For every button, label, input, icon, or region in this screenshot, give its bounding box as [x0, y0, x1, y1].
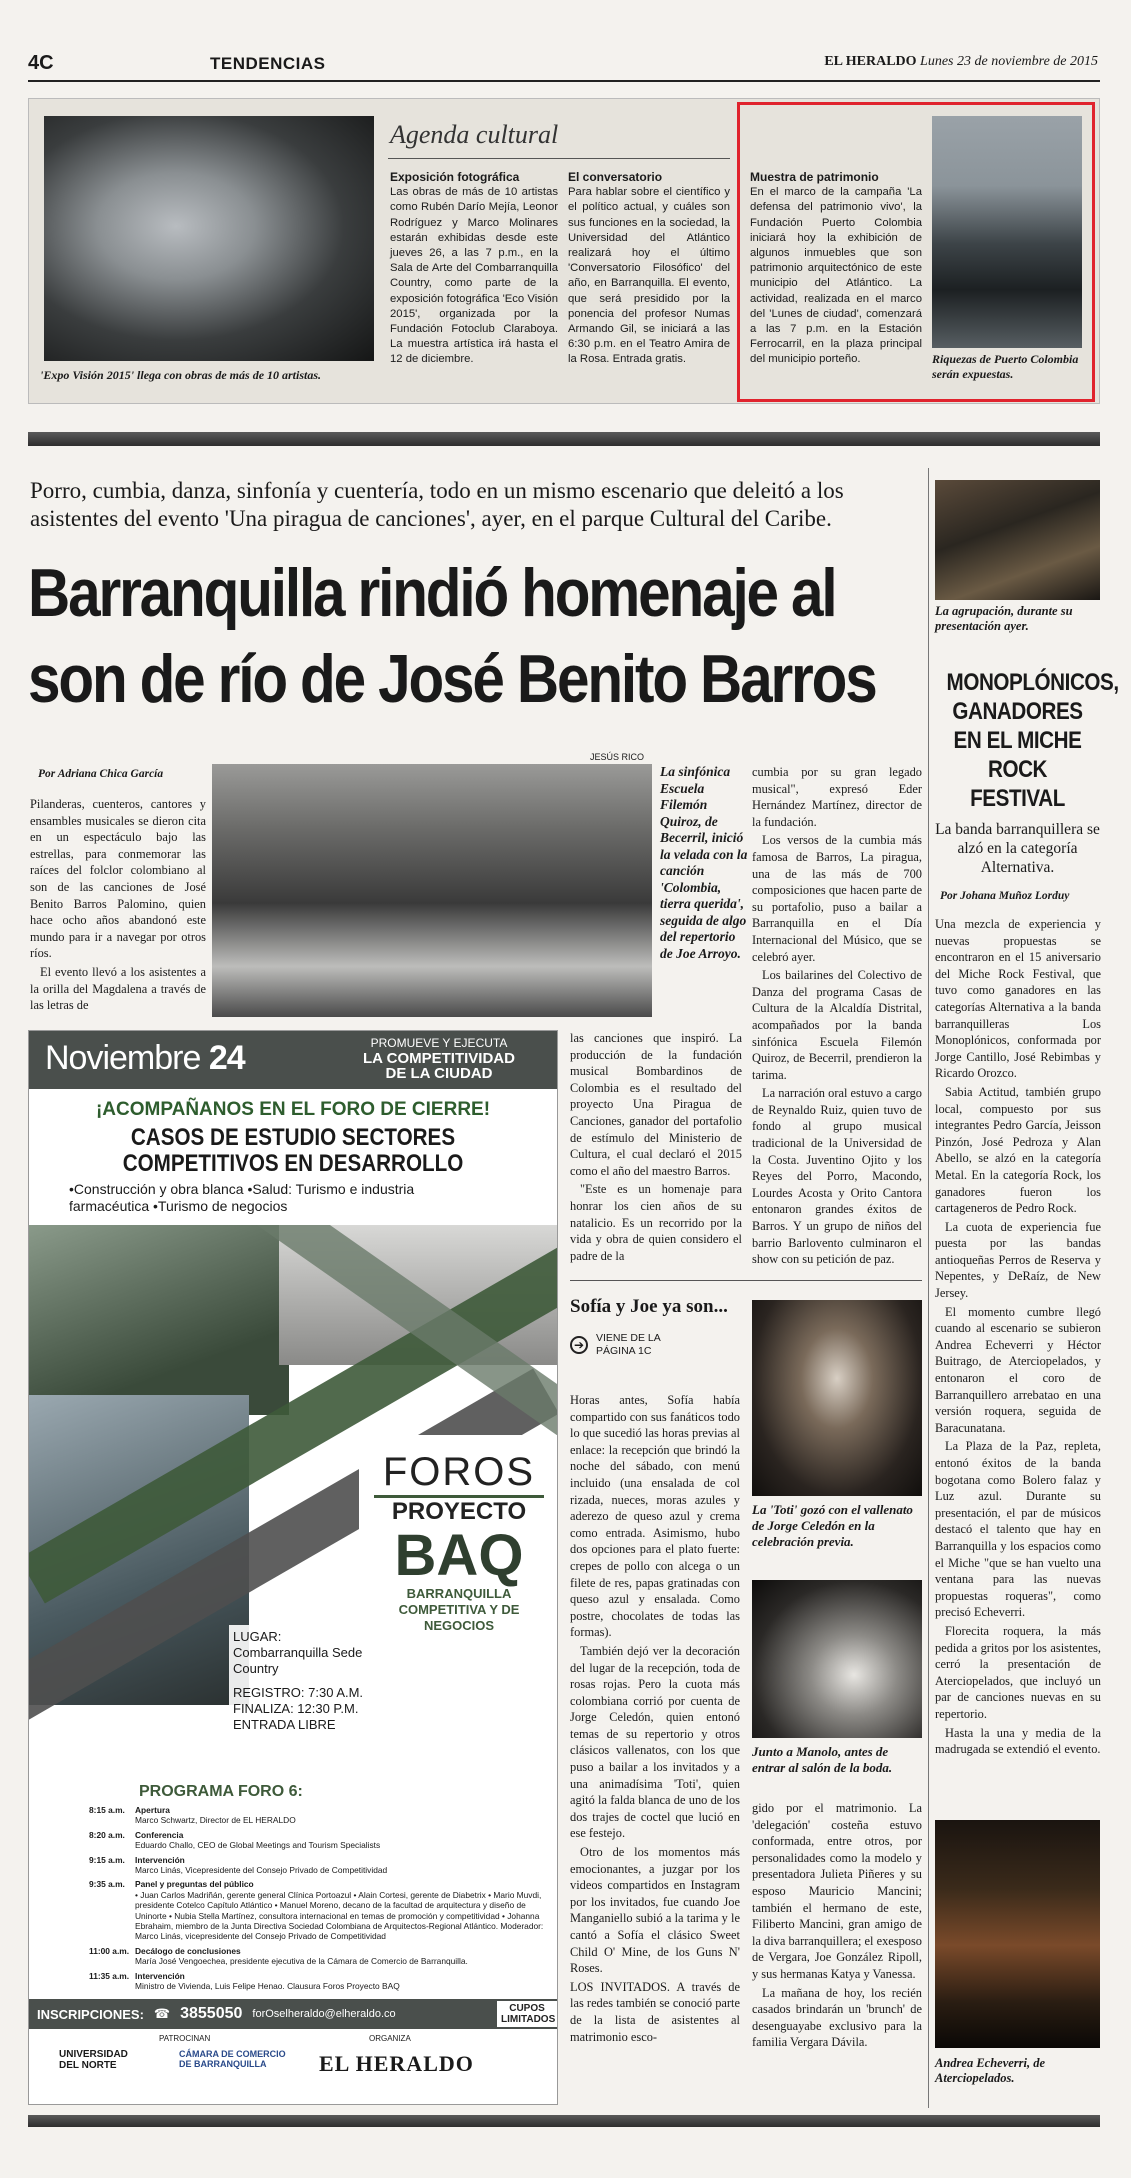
section-name: TENDENCIAS [210, 54, 326, 73]
programa-time: 9:35 a.m. [89, 1879, 125, 1890]
ad-foros-logo [374, 1450, 544, 1634]
programa-desc: Ministro de Vivienda, Luis Felipe Henao. Clausura Foros Proyecto BAQ [135, 1981, 400, 1992]
sofia-jump [570, 1332, 742, 1358]
sofia-photo-2 [752, 1580, 922, 1738]
agenda-col1-text: Las obras de más de 10 artistas como Rubén Darío Mejía, Leonor Rodríguez y Marco Molinares estarán exhibidas desde este jueves 26, a las 7 p.m., en la Sala de Arte del Combarranquilla Country, como parte de la exposición fotográfica 'Eco Visión 2015', organizada por la Fundación Fotoclub Claraboya. La muestra artística irá hasta el 12 de diciembre. [390, 186, 558, 366]
sidebar-p6: Florecita roquera, la más pedida a gritos por los asistentes, cerró la presentación de Aterciopelados, que incluyó un par de canciones nuevas en su repertorio. [935, 1623, 1101, 1721]
main-col4 [752, 764, 922, 1270]
agenda-col2 [568, 170, 730, 368]
sidebar-p2: Sabia Actitud, también grupo local, compuesto por sus integrantes Pedro García, Jeisson Pinzón, José Pedroza y Alan Abello, se alzó en la categoría Metal. En la categoría Rock, los ganadores fueron los cartageneros de Pedro Rock. [935, 1084, 1101, 1216]
sofia-photo-1 [752, 1300, 922, 1496]
section-divider [28, 432, 1100, 446]
ad-baq: BAQ [394, 1523, 524, 1588]
ad-date-word: Noviembre [45, 1039, 201, 1077]
programa-time: 11:35 a.m. [89, 1970, 130, 1981]
main-headline [28, 550, 876, 722]
programa-title: Apertura [135, 1805, 170, 1815]
header-dateline [824, 54, 1098, 70]
agenda-photo [44, 116, 374, 361]
sidebar-p7: Hasta la una y media de la madrugada se extendió el evento. [935, 1725, 1101, 1757]
main-col3-p2: "Este es un homenaje para honrar los cien años de su natalicio. Es un recorrido por la vida y obra de quien considero el padre de la [570, 1182, 742, 1263]
agenda-col3-title: Muestra de patrimonio [750, 170, 879, 184]
sidebar-photo-caption: La agrupación, durante su presentación ayer. [935, 604, 1073, 633]
sidebar-headline: MONOPLÓNICOS, GANADORES EN EL MICHE ROCK FESTIVAL [946, 669, 1119, 812]
ad-entrada: ENTRADA LIBRE [233, 1717, 336, 1732]
agenda-col3-text: En el marco de la campaña 'La defensa del patrimonio vivo', la Fundación Puerto Colombia iniciará hoy la exhibición de algunos inmuebles que son patrimonio arquitectónico de este municipio del Atlántico. La actividad, realizada en el marco del 'Lunes de ciudad', comenzará a las 7 p.m. en la Estación Ferrocarril, en la plaza principal del municipio porteño. [750, 186, 922, 366]
sofia-p3: Otro de los momentos más emocionantes, a juzgar por los videos compartidos en Instagram por los invitados, fue cuando Joe Manganiello subió a la tarima y le cantó a Sofía el clásico Sweet Child O' Mine, de los Guns N' Roses. [570, 1845, 740, 1976]
programa-desc: • Juan Carlos Madriñán, gerente general Clínica Portoazul • Alain Cortesi, gerente de Diabetrix • Mario Muvdi, presidente Cotelco Capítulo Atlántico • Manuel Moreno, decano de la facultad de arquitectura y diseño de Uninorte • Nubia Stella Martínez, consultora internacional en temas de promoción y competitividad • Johanna Ebrahaim, miembro de la Junta Directiva Sociedad Colombiana de Arquitectos-Regional Atlántico. Moderador: Marco Linás, vicepresidente del Consejo Privado de Competitividad [135, 1889, 544, 1942]
programa-time: 9:15 a.m. [89, 1854, 125, 1865]
sofia-p2: También dejó ver la decoración del lugar de la recepción, toda de rosas rojas. Pero la cuota más colombiana corrió por cuenta de Jorge Celedón, quien entonó temas de su repertorio y otros clásicos vallenatos, con los que puso a bailar a los invitados y a una animadísima 'Toti', quien agitó la falda blanca de uno de los dos trajes de coctel que lució en ese festejo. [570, 1643, 740, 1841]
agenda-col3-caption: Riquezas de Puerto Colombia serán expuestas. [932, 352, 1079, 381]
programa-time: 8:20 a.m. [89, 1829, 125, 1840]
programa-title: Panel y preguntas del público [135, 1879, 254, 1890]
agenda-col1 [390, 170, 558, 368]
sidebar-photo [935, 480, 1100, 600]
main-headline-line1: Barranquilla rindió homenaje al [28, 555, 836, 631]
sofia-p1: Horas antes, Sofía había compartido con sus fanáticos todo lo que sucedió las horas previas al enlace: la recepción que brindó la noche del sábado, con menú incluido (una ensalada de col rizada, nueces, moras azules y aderezo de queso azul y crema como entrada. Asimismo, hubo dos opciones para el plato fuerte: crepes de pollo con alcega o un filete de res, papas gratinadas con queso azul y ensalada. Como postre, chocolates de todas las formas). [570, 1393, 740, 1640]
ad-inscripciones-label: INSCRIPCIONES: [37, 2006, 144, 2022]
ad-organizer: EL HERALDO [319, 2051, 474, 2076]
foros-advertisement [28, 1030, 558, 2105]
ad-sponsor-1: UNIVERSIDAD DEL NORTE [59, 2049, 128, 2071]
ad-date [45, 1039, 245, 1078]
main-col4-p4: La narración oral estuvo a cargo de Reynaldo Ruiz, quien tuvo de fondo al grupo musical tradicional de la Universidad de la Costa. Juventino Ojito y los Reyes del Porro, Macondo, Lourdes Acosta y Orito Cantora entonaron grandes éxitos de Barros. Y un grupo de niños del barrio Barlovento culminaron el show con su petición de paz. [752, 1086, 922, 1267]
issue-date: Lunes 23 de noviembre de 2015 [920, 54, 1098, 69]
sofia-col2 [752, 1800, 922, 2053]
main-kicker: Porro, cumbia, danza, sinfonía y cuentería, todo en un mismo escenario que deleitó a los asistentes del evento 'Una piragua de canciones', ayer, en el parque Cultural del Caribe. [30, 478, 844, 531]
ad-organiza-label: ORGANIZA [369, 2034, 411, 2043]
header-rule [28, 80, 1100, 82]
programa-item [89, 1879, 549, 1941]
ad-sponsor-2: CÁMARA DE COMERCIO DE BARRANQUILLA [179, 2049, 286, 2069]
sidebar-bottom-caption: Andrea Echeverri, de Aterciopelados. [935, 2056, 1046, 2085]
ad-event-info [229, 1625, 369, 1737]
programa-title: Intervención [135, 1854, 185, 1865]
agenda-col2-text: Para hablar sobre el científico y el político actual, y cuáles son sus funciones en la sociedad, la Universidad del Atlántico realizará hoy el último 'Conversatorio Filosófico' del año, en Barranquilla. El evento, que será presidido por la ponencia del profesor Numas Armando Gil, se iniciará a las 6:30 p.m. en el Teatro Amira de la Rosa. Entrada gratis. [568, 186, 730, 366]
agenda-col2-title: El conversatorio [568, 170, 663, 184]
agenda-col3-photo [932, 116, 1082, 348]
ad-proyecto: PROYECTO [374, 1495, 544, 1526]
ad-invite: ¡ACOMPAÑANOS EN EL FORO DE CIERRE! [95, 1099, 491, 1120]
programa-item [89, 1971, 549, 1992]
agenda-col1-title: Exposición fotográfica [390, 170, 520, 184]
main-col1-p1: Pilanderas, cuenteros, cantores y ensambles musicales se dieron cita en un espectáculo bajo las estrellas, para conmemorar las raíces del folclor colombiano al son de las canciones de José Benito Barros Palomino, quien hace ocho años abandonó este mundo para ir a navegar por otros ríos. [30, 797, 206, 961]
programa-item [89, 1830, 549, 1851]
agenda-photo-caption: 'Expo Visión 2015' llega con obras de más de 10 artistas. [40, 368, 322, 382]
agenda-col3 [750, 170, 922, 368]
sidebar-p5: La Plaza de la Paz, repleta, entonó éxitos de la banda bogotana como Bolero falaz y Luz azul. Durante su presentación, el par de músicos destacó el talento que hay en Barranquilla y los espacios como el Miche "que se han vuelto una ventana para las nuevas propuestas roqueras", como precisó Echeverri. [935, 1439, 1101, 1620]
ad-promo-1: PROMUEVE Y EJECUTA [370, 1036, 508, 1050]
sidebar-p1: Una mezcla de experiencia y nuevas propuestas se encontraron en el 15 aniversario del Miche Rock Festival, que tuvo como ganadores en las categorías Alternativa a la banda barranquilleras Los Monoplónicos, conformada por Jorge Cantillo, José Rebimbas y Ricardo Orozco. [935, 917, 1101, 1081]
page-number: 4C [28, 52, 54, 74]
programa-item [89, 1855, 549, 1876]
sofia-rule [570, 1280, 922, 1281]
main-col1 [30, 796, 206, 1016]
ad-inscripciones-bar [29, 1999, 557, 2029]
ad-registro: REGISTRO: 7:30 A.M. [233, 1685, 364, 1700]
sofia-p5: gido por el matrimonio. La 'delegación' costeña estuvo conformada, entre otros, por personalidades como la modelo y presentadora Julieta Piñeres y su esposo Mauricio Mancini; también el hermano de este, Filiberto Mancini, gran amigo de la diva barranquillera; el exesposo de Vergara, Joe González Ripoll, y sus hermanas Katya y Vanessa. [752, 1801, 922, 1981]
sidebar-bottom-photo [935, 1820, 1100, 2048]
programa-time: 11:00 a.m. [89, 1945, 130, 1956]
sofia-caption-1: La 'Toti' gozó con el vallenato de Jorge Celedón en la celebración previa. [752, 1502, 913, 1549]
ad-title: CASOS DE ESTUDIO SECTORES COMPETITIVOS EN DESARROLLO [122, 1124, 464, 1177]
ad-phone[interactable]: 3855050 [180, 2005, 243, 2022]
programa-desc: Marco Schwartz, Director de EL HERALDO [135, 1815, 296, 1826]
ad-patrocinan-label: PATROCINAN [159, 2034, 211, 2043]
main-col3 [570, 1030, 742, 1266]
programa-time: 8:15 a.m. [89, 1805, 125, 1815]
ad-collage-photo-1 [29, 1225, 289, 1415]
main-col4-p2: Los versos de la cumbia más famosa de Barros, La piragua, una de las más de 700 composiciones que hacen parte de su portafolio, puso a bailar a Barranquilla en el Día Internacional del Músico, que se celebró ayer. [752, 833, 922, 964]
sofia-caption-2: Junto a Manolo, antes de entrar al salón de la boda. [752, 1744, 893, 1775]
agenda-title-rule [388, 158, 730, 159]
sidebar-body [935, 916, 1101, 1760]
ad-programa [89, 1805, 549, 1996]
footer-bar [28, 2115, 1100, 2127]
ad-foros: FOROS [382, 1450, 536, 1494]
main-photo-credit: JESÚS RICO [590, 752, 645, 762]
programa-title: Conferencia [135, 1829, 184, 1840]
ad-header [29, 1031, 557, 1089]
main-byline: Por Adriana Chica García [38, 768, 164, 780]
sidebar-p4: El momento cumbre llegó cuando al escenario se subieron Andrea Echeverri y Héctor Buitrago, de Aterciopelados, y entonaron el coro de Barranquillero arrebatao en una versión roquera, seguida de Baracunatana. [935, 1304, 1101, 1435]
ad-email[interactable]: forOselheraldo@elheraldo.co [252, 2008, 396, 2020]
ad-promo-3: DE LA CIUDAD [385, 1065, 493, 1082]
main-photo [212, 764, 652, 1017]
main-col3-p1: las canciones que inspiró. La producción de la fundación musical Bombardinos de Colombia es el resultado del proyecto Una Piragua de Canciones, ganador del portafolio de estímulo del Ministerio de Cultura, el cual declaró el 2015 como el año del maestro Barros. [570, 1031, 742, 1178]
ad-tagline: BARRANQUILLA COMPETITIVA Y DE NEGOCIOS [398, 1586, 520, 1633]
sidebar-divider [928, 468, 929, 2108]
programa-title: Decálogo de conclusiones [135, 1945, 241, 1956]
agenda-title: Agenda cultural [390, 120, 559, 149]
programa-item [89, 1946, 549, 1967]
programa-desc: Eduardo Challo, CEO de Global Meetings and Tourism Specialists [135, 1840, 381, 1851]
sidebar-byline: Por Johana Muñoz Lorduy [940, 890, 1070, 902]
ad-finaliza: FINALIZA: 12:30 P.M. [233, 1701, 359, 1716]
ad-collage [29, 1225, 557, 1765]
main-photo-caption: La sinfónica Escuela Filemón Quiroz, de Becerril, inició la velada con la canción 'Colombia, tierra querida', seguida de algo del repertorio de Joe Arroyo. [660, 764, 748, 961]
ad-lugar: LUGAR: Combarranquilla Sede Country [233, 1629, 363, 1676]
main-headline-line2: son de río de José Benito Barros [28, 641, 876, 717]
phone-icon: ☎ [153, 2006, 171, 2021]
ad-promo [329, 1036, 549, 1081]
ad-bullets: •Construcción y obra blanca •Salud: Turismo e industria farmacéutica •Turismo de negocios [69, 1181, 415, 1214]
main-col4-p3: Los bailarines del Colectivo de Danza del programa Casas de Cultura de la Alcaldía Distrital, acompañados por la banda sinfónica Escuela Filemón Quiroz, de Becerril, prendieron la tarima. [752, 968, 922, 1082]
ad-promo-2: LA COMPETITIVIDAD [363, 1050, 515, 1067]
sofia-jump-label: VIENE DE LA PÁGINA 1C [596, 1332, 661, 1357]
ad-date-number: 24 [208, 1039, 245, 1077]
sofia-col1 [570, 1392, 740, 2047]
sidebar-deck: La banda barranquillera se alzó en la categoría Alternativa. [935, 821, 1100, 876]
ad-programa-title: PROGRAMA FORO 6: [139, 1783, 303, 1800]
programa-item [89, 1805, 549, 1826]
arrow-right-icon: ➔ [570, 1336, 588, 1354]
paper-name: EL HERALDO [824, 54, 917, 69]
ad-cupos: CUPOS LIMITADOS [497, 2001, 557, 2027]
main-col1-p2: El evento llevó a los asistentes a la orilla del Magdalena a través de las letras de [30, 964, 206, 1013]
programa-title: Intervención [135, 1970, 185, 1981]
sofia-headline: Sofía y Joe ya son... [570, 1296, 728, 1317]
sofia-p4: LOS INVITADOS. A través de las redes también se conoció parte de la lista de asistentes al matrimonio esco- [570, 1979, 740, 2044]
programa-desc: Marco Linás, Vicepresidente del Consejo Privado de Competitividad [135, 1865, 388, 1876]
programa-desc: María José Vengoechea, presidente ejecutiva de la Cámara de Comercio de Barranquilla. [135, 1956, 468, 1967]
main-col4-p1: cumbia por su gran legado musical", expresó Eder Hernández Martínez, director de la fundación. [752, 765, 922, 829]
sofia-p6: La mañana de hoy, los recién casados brindarán un 'brunch' de desenguayabe exclusivo para la familia Vergara Dávila. [752, 1985, 922, 2050]
sidebar-p3: La cuota de experiencia fue puesta por las bandas antioqueñas Perros de Reserva y Nepentes, y DeRaíz, de New Jersey. [935, 1219, 1101, 1301]
